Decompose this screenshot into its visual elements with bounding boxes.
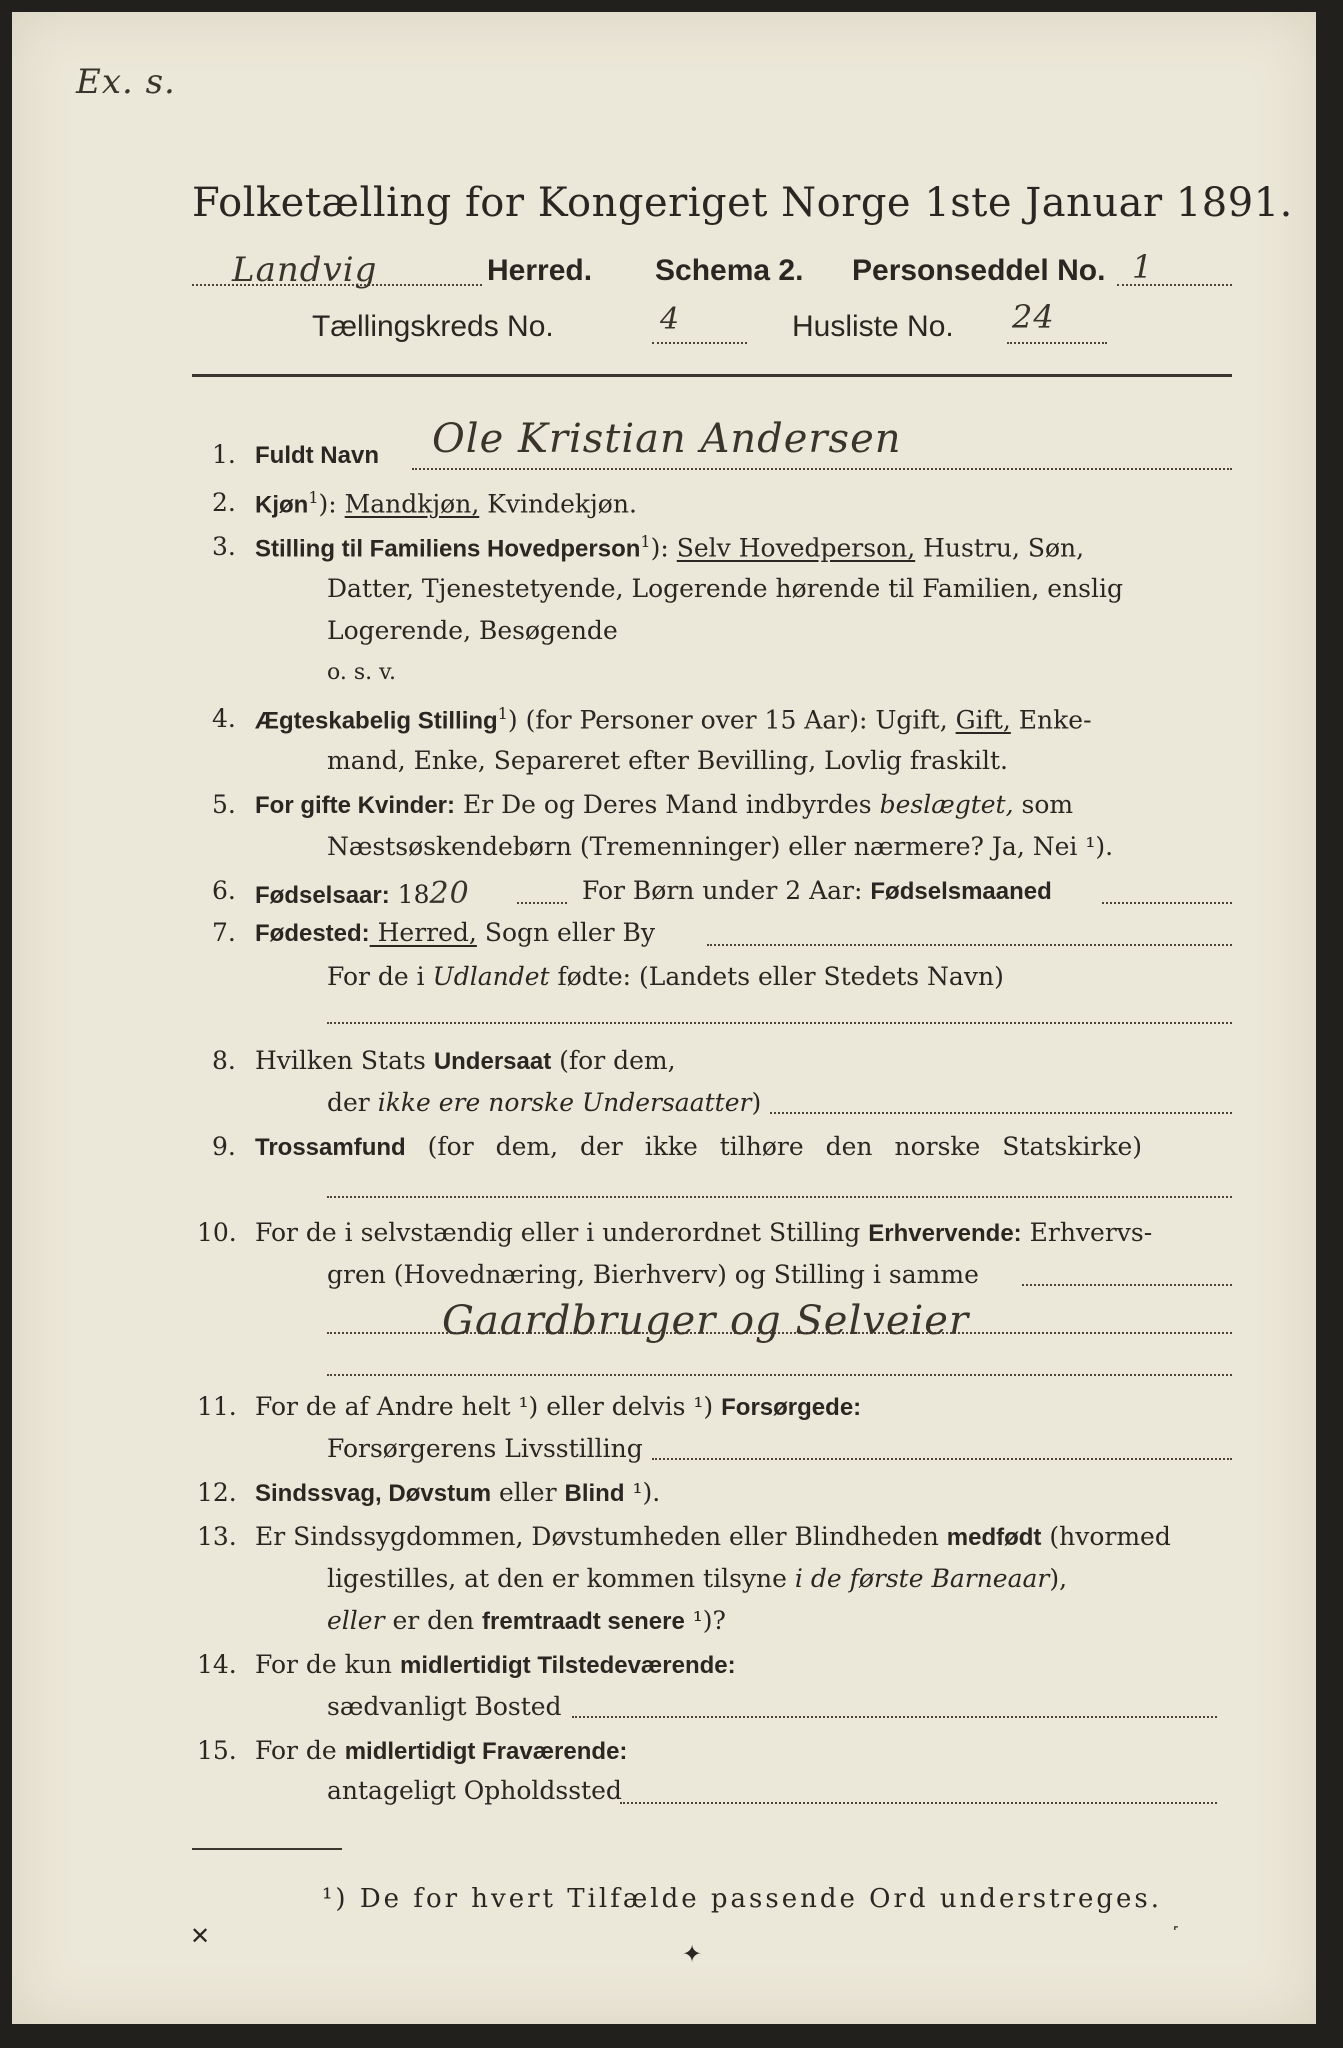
item-5-italic: beslægtet, <box>879 790 1014 819</box>
footnote-mark: 1 <box>497 704 508 723</box>
item-7-dotted-line-2 <box>327 1022 1232 1024</box>
item-14-line-2: sædvanligt Bosted <box>327 1692 562 1721</box>
personseddel-dotted-line <box>1117 284 1232 286</box>
stray-mark-icon: ✕ <box>190 1922 211 1950</box>
husliste-value: 24 <box>1012 298 1055 336</box>
option-enke: Enke- <box>1010 705 1092 735</box>
item-12-row <box>255 1478 660 1508</box>
item-13-line-3 <box>327 1606 726 1636</box>
item-8-line-2a: der <box>327 1088 378 1117</box>
item-12-text: eller <box>491 1478 565 1507</box>
name-dotted-line <box>412 468 1232 470</box>
item-10-text-2: Erhvervs- <box>1021 1218 1153 1247</box>
item-11-text: For de af Andre helt ¹) eller delvis ¹) <box>255 1392 722 1421</box>
item-10-dotted-line <box>1022 1284 1232 1286</box>
item-8-line-2 <box>327 1088 761 1117</box>
stray-mark-icon: ✦ <box>682 1940 703 1968</box>
item-8-text: Hvilken Stats <box>255 1046 434 1075</box>
item-13-line-3a: er den <box>384 1606 483 1635</box>
birth-year-value: 20 <box>429 876 470 911</box>
item-number: 4. <box>212 704 236 733</box>
kreds-dotted-line <box>652 342 747 344</box>
item-13-line-2a: ligestilles, at den er kommen tilsyne <box>327 1564 795 1593</box>
item-15-text: For de <box>255 1736 345 1765</box>
item-12-label: Sindssvag, Døvstum <box>255 1480 492 1507</box>
item-13-text: Er Sindssygdommen, Døvstumheden eller Blindheden <box>255 1522 947 1551</box>
item-8-text-2: (for dem, <box>551 1046 676 1075</box>
option-herred: Herred, <box>369 918 477 947</box>
item-number: 3. <box>212 532 236 561</box>
item-number: 13. <box>197 1522 237 1551</box>
item-15-dotted-line <box>620 1802 1217 1804</box>
personseddel-value: 1 <box>1132 248 1154 286</box>
item-number: 2. <box>212 488 236 517</box>
option-mandkjon: Mandkjøn, <box>344 489 480 519</box>
item-7-line-2b: fødte: (Landets eller Stedets Navn) <box>549 962 1004 991</box>
item-number: 9. <box>212 1132 236 1161</box>
item-number: 11. <box>197 1392 237 1421</box>
item-number: 15. <box>197 1736 237 1765</box>
item-4-row <box>255 704 1092 735</box>
item-13-line-3-bold: fremtraadt senere <box>482 1608 685 1635</box>
item-2-label: Kjøn <box>255 491 309 519</box>
item-3-line-3: Logerende, Besøgende <box>327 616 618 645</box>
item-number: 12. <box>197 1478 237 1507</box>
item-14-label: midlertidigt Tilstedeværende: <box>399 1652 736 1679</box>
item-6-row-b <box>582 876 1052 906</box>
item-14-text: For de kun <box>255 1650 400 1679</box>
item-8-line-2-italic: ikke ere norske Undersaatter <box>377 1088 752 1117</box>
item-5-row <box>255 790 1073 820</box>
footnote-mark: 1 <box>640 532 651 551</box>
item-7-line-2a: For de i <box>327 962 433 991</box>
item-11-line-2: Forsørgerens Livsstilling <box>327 1434 643 1463</box>
item-10-text: For de i selvstændig eller i underordnet Stilling <box>255 1218 869 1247</box>
item-number: 5. <box>212 790 236 819</box>
item-7-dotted-line <box>707 944 1232 946</box>
item-number: 6. <box>212 876 236 905</box>
kreds-label: Tællingskreds No. <box>312 310 554 343</box>
item-number: 10. <box>197 1218 237 1247</box>
item-11-dotted-line <box>652 1458 1232 1460</box>
footnote: ¹) De for hvert Tilfælde passende Ord understreges. <box>322 1884 1163 1914</box>
item-14-row <box>255 1650 736 1680</box>
item-number: 7. <box>212 918 236 947</box>
occupation-value: Gaardbruger og Selveier <box>442 1298 970 1344</box>
item-7-line-2-italic: Udlandet <box>432 962 550 991</box>
footnote-mark: 1 <box>308 488 319 507</box>
item-13-line-2-italic: i de første Barneaar <box>794 1564 1050 1593</box>
item-5-line-2: Næstsøskendebørn (Tremenninger) eller nærmere? Ja, Nei ¹). <box>327 832 1114 861</box>
item-8-dotted-line <box>770 1112 1232 1114</box>
herred-value: Landvig <box>232 250 378 290</box>
personseddel-label: Personseddel No. <box>852 254 1106 287</box>
item-9-label: Trossamfund <box>255 1134 406 1161</box>
item-12-after: ¹). <box>624 1478 661 1507</box>
item-9-text: (for dem, der ikke tilhøre den norske Statskirke) <box>405 1132 1143 1161</box>
item-5-label: For gifte Kvinder: <box>255 792 456 819</box>
item-2-colon: ): <box>318 489 337 519</box>
header-rule <box>192 374 1232 377</box>
footnote-rule <box>192 1848 342 1850</box>
item-5-text-end: som <box>1013 790 1074 819</box>
census-form-page <box>12 12 1316 2024</box>
birth-year-dotted-line <box>517 902 567 904</box>
item-3-line-2: Datter, Tjenestetyende, Logerende hørende til Familien, enslig <box>327 574 1124 603</box>
item-7-line-2 <box>327 962 1004 991</box>
item-9-row <box>255 1132 1142 1162</box>
item-10-label: Erhvervende: <box>868 1220 1022 1247</box>
item-6-row <box>255 876 470 911</box>
item-7-label: Fødested: <box>255 920 370 947</box>
item-number: 1. <box>212 440 236 469</box>
item-15-label: midlertidigt Fraværende: <box>344 1738 628 1765</box>
item-3-row <box>255 532 1084 563</box>
item-number: 8. <box>212 1046 236 1075</box>
husliste-label: Husliste No. <box>792 310 954 343</box>
option-sogn-by: Sogn eller By <box>476 918 656 947</box>
item-10-line-2: gren (Hovednæring, Bierhverv) og Stilling i samme <box>327 1260 979 1289</box>
item-8-row <box>255 1046 676 1076</box>
item-4-label: Ægteskabelig Stilling <box>255 707 498 735</box>
item-13-line-3-italic: eller <box>327 1606 385 1635</box>
item-13-line-3b: ¹)? <box>684 1606 726 1635</box>
item-number: 14. <box>197 1650 237 1679</box>
herred-label: Herred. <box>487 254 593 287</box>
item-1-label: Fuldt Navn <box>255 442 379 469</box>
stray-mark-icon: ˹ <box>1172 1920 1180 1948</box>
item-3-colon: ): <box>650 533 669 563</box>
item-8-label: Undersaat <box>433 1048 552 1075</box>
birth-year-prefix: 18 <box>389 880 430 909</box>
husliste-dotted-line <box>1007 342 1107 344</box>
item-2-row <box>255 488 637 519</box>
item-6-dotted-line <box>1102 902 1232 904</box>
item-3-line-4: o. s. v. <box>327 660 396 685</box>
item-7-row <box>255 918 655 948</box>
item-3-label: Stilling til Familiens Hovedperson <box>255 535 641 563</box>
item-6-label: Fødselsaar: <box>255 882 390 909</box>
item-5-text: Er De og Deres Mand indbyrdes <box>455 790 880 819</box>
item-13-line-2b: ), <box>1049 1564 1068 1593</box>
item-8-line-2b: ) <box>751 1088 762 1117</box>
item-13-text-2: (hvormed <box>1041 1522 1171 1551</box>
option-kvindekjon: Kvindekjøn. <box>479 489 637 519</box>
item-14-dotted-line <box>572 1716 1217 1718</box>
option-selv-hovedperson: Selv Hovedperson, <box>676 533 916 563</box>
form-title: Folketælling for Kongeriget Norge 1ste Januar 1891. <box>192 180 1293 226</box>
item-4-line-2: mand, Enke, Separeret efter Bevilling, Lovlig fraskilt. <box>327 746 1008 775</box>
item-10-dotted-line-3 <box>327 1374 1232 1376</box>
option-gift: Gift, <box>955 705 1011 735</box>
option-hustru-son: Hustru, Søn, <box>915 533 1085 563</box>
item-12-label-2: Blind <box>564 1480 625 1507</box>
item-4-text: ) (for Personer over 15 Aar): Ugift, <box>507 705 956 735</box>
item-6-label-2: Fødselsmaaned <box>870 878 1052 905</box>
kreds-value: 4 <box>660 302 681 337</box>
schema-label: Schema 2. <box>655 254 804 287</box>
item-13-label: medfødt <box>946 1524 1042 1551</box>
item-15-line-2: antageligt Opholdssted <box>327 1776 622 1805</box>
item-13-row <box>255 1522 1171 1552</box>
full-name-value: Ole Kristian Andersen <box>432 416 902 462</box>
item-11-row <box>255 1392 861 1422</box>
item-15-row <box>255 1736 627 1766</box>
item-6-text-2: For Børn under 2 Aar: <box>582 876 871 905</box>
item-13-line-2 <box>327 1564 1067 1593</box>
item-10-row <box>255 1218 1152 1248</box>
corner-annotation: Ex. s. <box>76 62 176 102</box>
item-9-dotted-line <box>327 1196 1232 1198</box>
item-11-label: Forsørgede: <box>721 1394 862 1421</box>
